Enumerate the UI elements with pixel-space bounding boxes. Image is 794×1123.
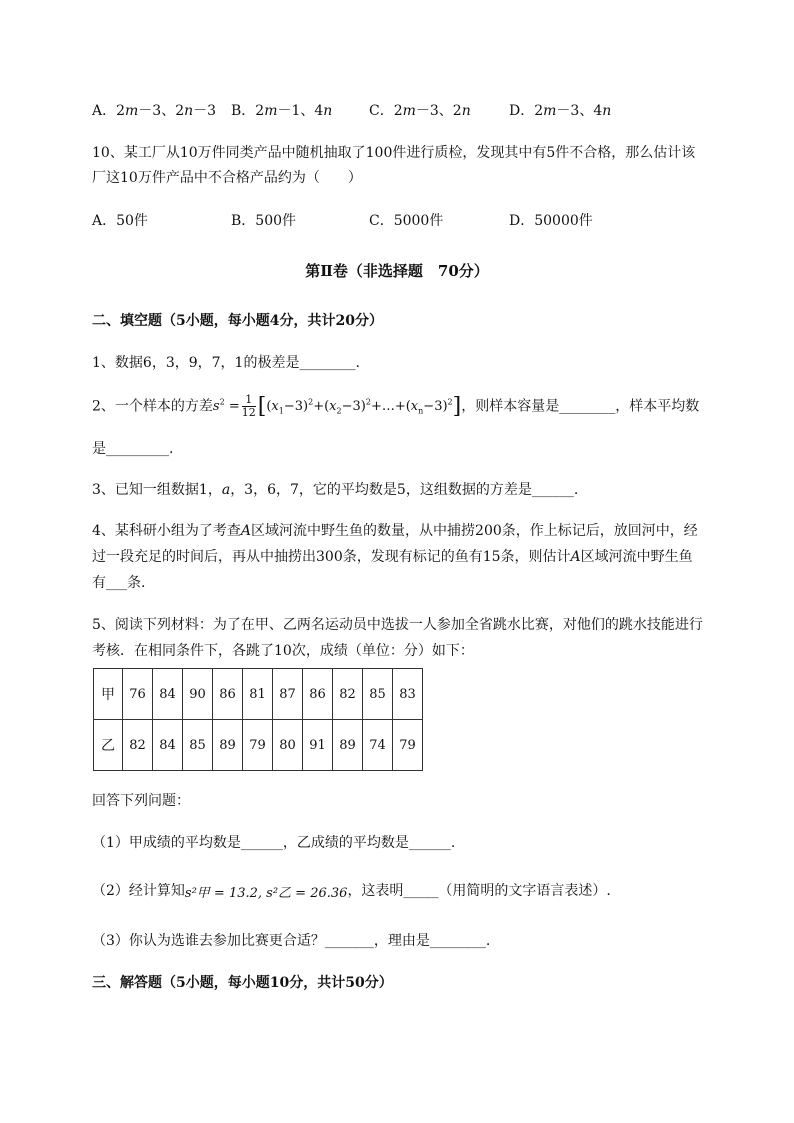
q10-option-b[interactable]: B．500件: [231, 213, 297, 229]
q10-option-c[interactable]: C．5000件: [369, 213, 444, 229]
sub-question-2: [92, 880, 611, 901]
score-row-label: 乙: [94, 720, 123, 771]
q10-line-1: 10、某工厂从10万件同类产品中随机抽取了100件进行质检，发现其中有5件不合格，那么估计该: [92, 145, 696, 161]
fill-q1: 1、数据6，3，9，7，1的极差是________.: [92, 355, 360, 371]
fill-q3-variable: a: [221, 482, 231, 498]
fill-q4-line2-part-a: 过一段充足的时间后，再从中抽捞出300条，发现有标记的鱼有15条，则估计: [92, 549, 571, 565]
score-cell: 74: [363, 720, 393, 771]
formula-fraction: [242, 394, 256, 419]
variance-formula: $s^2$ = $\frac{1}{12}$ $[(x_1-3)^2+(x_2-3)^2+\dots+(x_n-3)^2]$: [212, 393, 462, 419]
score-cell: 91: [303, 720, 333, 771]
score-cell: 83: [393, 669, 423, 720]
score-cell: 89: [213, 720, 243, 771]
fill-q4-part-a: 4、某科研小组为了考查: [92, 523, 241, 539]
q10-option-d[interactable]: D．50000件: [509, 213, 593, 229]
fill-q3-part-b: ，3，6，7，它的平均数是5，这组数据的方差是______.: [230, 482, 579, 498]
q10-option-a[interactable]: A．50件: [92, 213, 148, 229]
part-two-title: 第Ⅱ卷（非选择题 70分）: [305, 262, 489, 280]
score-row: [94, 720, 423, 771]
fill-section-heading: 二、填空题（5小题，每小题4分，共计20分）: [92, 313, 383, 329]
score-cell: 82: [123, 720, 153, 771]
score-row: [94, 669, 423, 720]
fraction-denominator: 12: [241, 406, 256, 419]
score-cell: 90: [183, 669, 213, 720]
fill-q2-prefix: 2、一个样本的方差: [92, 398, 213, 415]
score-row-label: 甲: [94, 669, 123, 720]
sub-question-3: （3）你认为选谁去参加比赛更合适？_______，理由是________.: [92, 933, 491, 949]
q9-option-c[interactable]: C．2𝑚－3、2𝑛: [369, 103, 471, 119]
score-cell: 79: [393, 720, 423, 771]
fill-q5-line-2: 考核．在相同条件下，各跳了10次，成绩（单位：分）如下：: [92, 643, 474, 659]
score-cell: 89: [333, 720, 363, 771]
fill-q2-line-2: 是_________.: [92, 441, 174, 457]
formula-equals: =: [228, 399, 240, 414]
sub-question-1: （1）甲成绩的平均数是______，乙成绩的平均数是______.: [92, 835, 456, 851]
score-cell: 84: [153, 669, 183, 720]
answer-prompt: 回答下列问题：: [92, 793, 190, 809]
score-cell: 86: [213, 669, 243, 720]
score-cell: 85: [363, 669, 393, 720]
score-cell: 76: [123, 669, 153, 720]
fill-q4-line2-variable: A: [570, 549, 581, 565]
solve-section-heading: 三、解答题（5小题，每小题10分，共计50分）: [92, 975, 393, 991]
fill-q2-suffix: ，则样本容量是________，样本平均数: [461, 398, 700, 415]
score-cell: 86: [303, 669, 333, 720]
score-cell: 85: [183, 720, 213, 771]
fill-q4-variable: A: [240, 523, 252, 539]
score-cell: 80: [273, 720, 303, 771]
sub-question-2-suffix: ，这表明_____（用简明的文字语言表述）.: [347, 883, 611, 899]
score-cell: 84: [153, 720, 183, 771]
fill-q4-line2-part-b: 区域河流中野生鱼: [580, 549, 693, 565]
fraction-numerator: 1: [245, 393, 253, 406]
formula-s: s: [212, 399, 220, 414]
score-cell: 82: [333, 669, 363, 720]
q10-line-2: 厂这10万件产品中不合格产品约为（ ）: [92, 170, 362, 186]
sub-question-2-prefix: （2）经计算知: [92, 883, 185, 899]
scores-table: [93, 668, 423, 771]
fill-q5-line-1: 5、阅读下列材料：为了在甲、乙两名运动员中选拔一人参加全省跳水比赛，对他们的跳水技能进行: [92, 617, 703, 633]
score-cell: 79: [243, 720, 273, 771]
fill-q4-line-2: [92, 546, 693, 566]
fill-q3-part-a: 3、已知一组数据1，: [92, 482, 222, 498]
fill-q4-part-b: 区域河流中野生鱼的数量，从中捕捞200条，作上标记后，放回河中，经: [251, 523, 698, 539]
fill-q4-line-3: 有___条.: [92, 575, 146, 591]
fill-q3: [92, 479, 578, 499]
q9-option-b[interactable]: B．2𝑚－1、4𝑛: [231, 103, 333, 119]
q9-option-a[interactable]: A．2𝑚－3、2𝑛－3: [92, 103, 217, 119]
q9-option-d[interactable]: D．2𝑚－3、4𝑛: [509, 103, 612, 119]
variance-values: s²甲 = 13.2, s²乙 = 26.36: [184, 885, 348, 901]
fill-q4-line-1: [92, 520, 698, 540]
score-cell: 87: [273, 669, 303, 720]
score-cell: 81: [243, 669, 273, 720]
fill-q2: [92, 394, 699, 419]
